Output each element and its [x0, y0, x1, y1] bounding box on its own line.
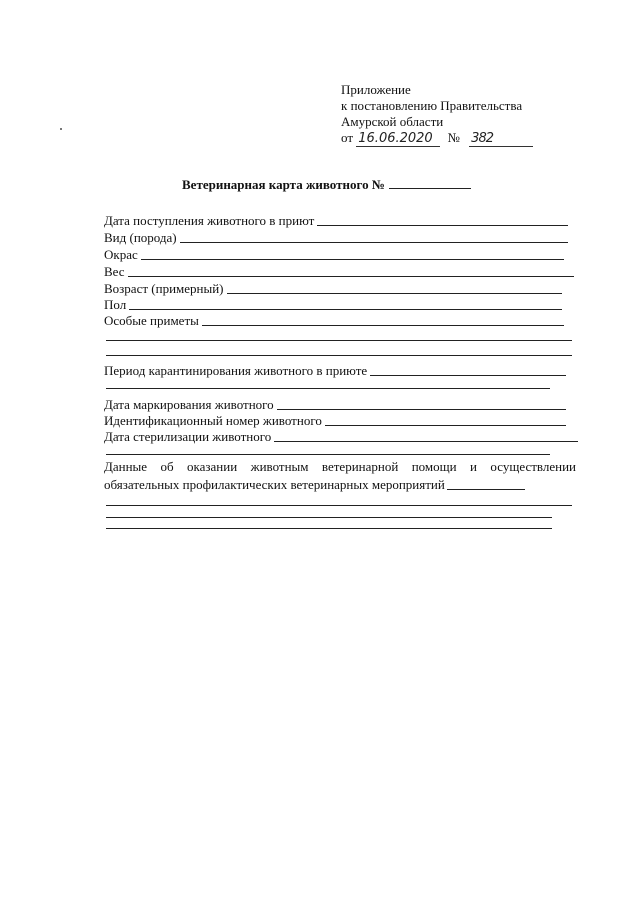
quarantine-label: Период карантинирования животного в приюте — [104, 363, 368, 378]
special-marks-blank[interactable] — [202, 314, 564, 326]
sterilization-extra-line[interactable] — [106, 454, 550, 455]
number-label: № — [447, 130, 460, 145]
color-label: Окрас — [104, 247, 138, 262]
admission-date-blank[interactable] — [317, 214, 568, 226]
admission-date-field[interactable] — [104, 213, 568, 228]
admission-date-label: Дата поступления животного в приют — [104, 213, 315, 228]
age-label: Возраст (примерный) — [104, 281, 224, 296]
appendix-date-number-row — [341, 130, 533, 147]
age-blank[interactable] — [227, 282, 563, 294]
color-field[interactable] — [104, 247, 564, 262]
sex-blank[interactable] — [129, 298, 562, 310]
card-number-blank[interactable] — [389, 177, 471, 189]
handwritten-date: 16.06.2020 — [356, 132, 440, 147]
sex-label: Пол — [104, 297, 127, 312]
from-label: от — [341, 130, 354, 145]
special-marks-extra-line-1[interactable] — [106, 340, 572, 341]
id-number-label: Идентификационный номер животного — [104, 413, 322, 428]
appendix-header — [341, 82, 533, 147]
quarantine-field[interactable] — [104, 363, 566, 378]
species-field[interactable] — [104, 230, 568, 245]
weight-label: Вес — [104, 264, 125, 279]
marking-date-label: Дата маркирования животного — [104, 397, 274, 412]
appendix-line-2: к постановлению Правительства — [341, 98, 523, 113]
id-number-field[interactable] — [104, 413, 566, 428]
vet-care-blank[interactable] — [447, 478, 525, 490]
special-marks-field[interactable] — [104, 313, 564, 328]
quarantine-blank[interactable] — [370, 364, 566, 376]
special-marks-label: Особые приметы — [104, 313, 199, 328]
sterilization-date-label: Дата стерилизации животного — [104, 429, 272, 444]
scan-speck — [60, 128, 62, 130]
special-marks-extra-line-2[interactable] — [106, 355, 572, 356]
sterilization-date-field[interactable] — [104, 429, 578, 444]
handwritten-number: 382 — [469, 132, 533, 147]
id-number-blank[interactable] — [325, 414, 566, 426]
title-text: Ветеринарная карта животного № — [182, 177, 385, 192]
vet-care-line-2: обязательных профилактических ветеринарных мероприятий — [104, 477, 445, 492]
marking-date-blank[interactable] — [277, 398, 566, 410]
vet-care-extra-line-2[interactable] — [106, 517, 552, 518]
quarantine-extra-line[interactable] — [106, 388, 550, 389]
weight-blank[interactable] — [128, 265, 574, 277]
vet-care-extra-line-1[interactable] — [106, 505, 572, 506]
vet-care-extra-line-3[interactable] — [106, 528, 552, 529]
age-field[interactable] — [104, 281, 562, 296]
document-title — [182, 177, 471, 193]
species-label: Вид (порода) — [104, 230, 177, 245]
vet-care-line-2-row[interactable] — [104, 476, 525, 493]
species-blank[interactable] — [180, 231, 568, 243]
marking-date-field[interactable] — [104, 397, 566, 412]
weight-field[interactable] — [104, 264, 574, 279]
color-blank[interactable] — [141, 248, 564, 260]
vet-care-line-1: Данные об оказании животным ветеринарной помощи и осуществлении — [104, 459, 576, 474]
appendix-line-1: Приложение — [341, 82, 411, 97]
sex-field[interactable] — [104, 297, 562, 312]
appendix-line-3: Амурской области — [341, 114, 444, 129]
sterilization-date-blank[interactable] — [274, 430, 578, 442]
